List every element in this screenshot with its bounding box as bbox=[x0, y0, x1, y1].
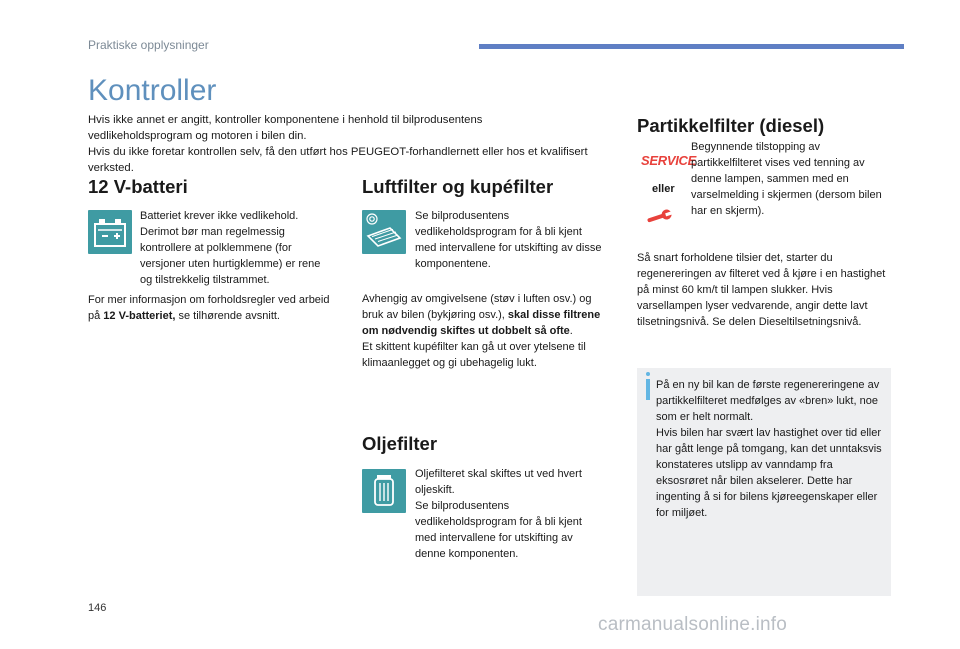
oil-filter-heading: Oljefilter bbox=[362, 433, 438, 454]
particle-filter-body: Så snart forholdene tilsier det, starter du regenereringen av filteret ved å kjøre i en hastighet på minst 60 km/t til lampen slukker. Hvis varsellampen lyser vedvarende, angir dette lavt tilsetningsnivå. Se delen Dieseltilsetningsnivå. bbox=[637, 252, 886, 328]
or-label: eller bbox=[652, 183, 675, 195]
service-warning-icon bbox=[641, 152, 696, 170]
service-warning-label: SERVICE bbox=[641, 153, 696, 168]
section-label: Praktiske opplysninger bbox=[88, 38, 209, 52]
watermark: carmanualsonline.info bbox=[598, 614, 788, 635]
air-filter-body-bold: skal disse filtrene om nødvendig skiftes ut dobbelt så ofte bbox=[362, 309, 601, 337]
page-title: Kontroller bbox=[88, 74, 217, 107]
info-note-text bbox=[656, 377, 886, 521]
info-note-box bbox=[637, 368, 891, 596]
air-filter-heading: Luftfilter og kupéfilter bbox=[362, 176, 554, 197]
battery-more-post: se tilhørende avsnitt. bbox=[175, 310, 280, 322]
air-filter-icon bbox=[362, 210, 406, 254]
page-number: 146 bbox=[88, 602, 107, 614]
battery-more-info bbox=[88, 292, 338, 324]
air-filter-icon-text: Se bilprodusentens vedlikeholdsprogram for å bli kjent med intervallene for utskifting av disse komponentene. bbox=[415, 210, 602, 270]
info-note-2: Hvis bilen har svært lav hastighet over tid eller har gått lenge på tomgang, kan det unntaksvis konstateres utslipp av vanndamp fra eksosrøret når bilen akselerer. Dette har ingenting å si for bilens kjøreegenskaper eller for miljøet. bbox=[656, 427, 882, 519]
particle-filter-icon-text: Begynnende tilstopping av partikkelfilteret vises ved tenning av denne lampen, sammen med en varselmelding i skjermen (dersom bilen har en skjerm). bbox=[691, 141, 882, 217]
oil-filter-icon bbox=[362, 469, 406, 513]
oil-filter-text-2: Se bilprodusentens vedlikeholdsprogram for å bli kjent med intervallene for utskifting av denne komponenten. bbox=[415, 500, 582, 560]
air-filter-body-pre: Avhengig av omgivelsene (støv i luften osv.) og bruk av bilen (bykjøring osv.), bbox=[362, 293, 592, 321]
battery-icon bbox=[88, 210, 132, 254]
particle-filter-heading: Partikkelfilter (diesel) bbox=[637, 115, 825, 136]
intro-line-1: Hvis ikke annet er angitt, kontroller komponentene i henhold til bilprodusentens vedlikeholdsprogram og motoren i bilen din. bbox=[88, 114, 483, 142]
air-filter-body-2: Et skittent kupéfilter kan gå ut over ytelsene til klimaanlegget og gi ubehagelig lukt. bbox=[362, 341, 586, 369]
air-filter-body bbox=[362, 291, 614, 371]
battery-icon-text: Batteriet krever ikke vedlikehold. Derimot bør man regelmessig kontrollere at polklemmene (for versjoner uten hurtigklemme) er rene og tilstrekkelig tilstrammet. bbox=[140, 210, 321, 286]
battery-more-bold: 12 V-batteriet, bbox=[103, 310, 176, 322]
oil-filter-text bbox=[415, 466, 605, 562]
section-divider-bar bbox=[479, 44, 904, 49]
battery-more-pre: For mer informasjon om forholdsregler ved arbeid på bbox=[88, 294, 330, 322]
intro-line-2: Hvis du ikke foretar kontrollen selv, få den utført hos PEUGEOT-forhandlernett eller hos et kvalifisert verksted. bbox=[88, 146, 588, 174]
wrench-icon bbox=[644, 208, 674, 231]
intro-text bbox=[88, 112, 588, 176]
battery-heading: 12 V-batteri bbox=[88, 176, 188, 197]
info-note-1: På en ny bil kan de første regenereringene av partikkelfilteret medfølges av «bren» lukt, noe som er helt normalt. bbox=[656, 379, 880, 423]
air-filter-body-post: . bbox=[569, 325, 573, 337]
oil-filter-text-1: Oljefilteret skal skiftes ut ved hvert oljeskift. bbox=[415, 468, 582, 496]
